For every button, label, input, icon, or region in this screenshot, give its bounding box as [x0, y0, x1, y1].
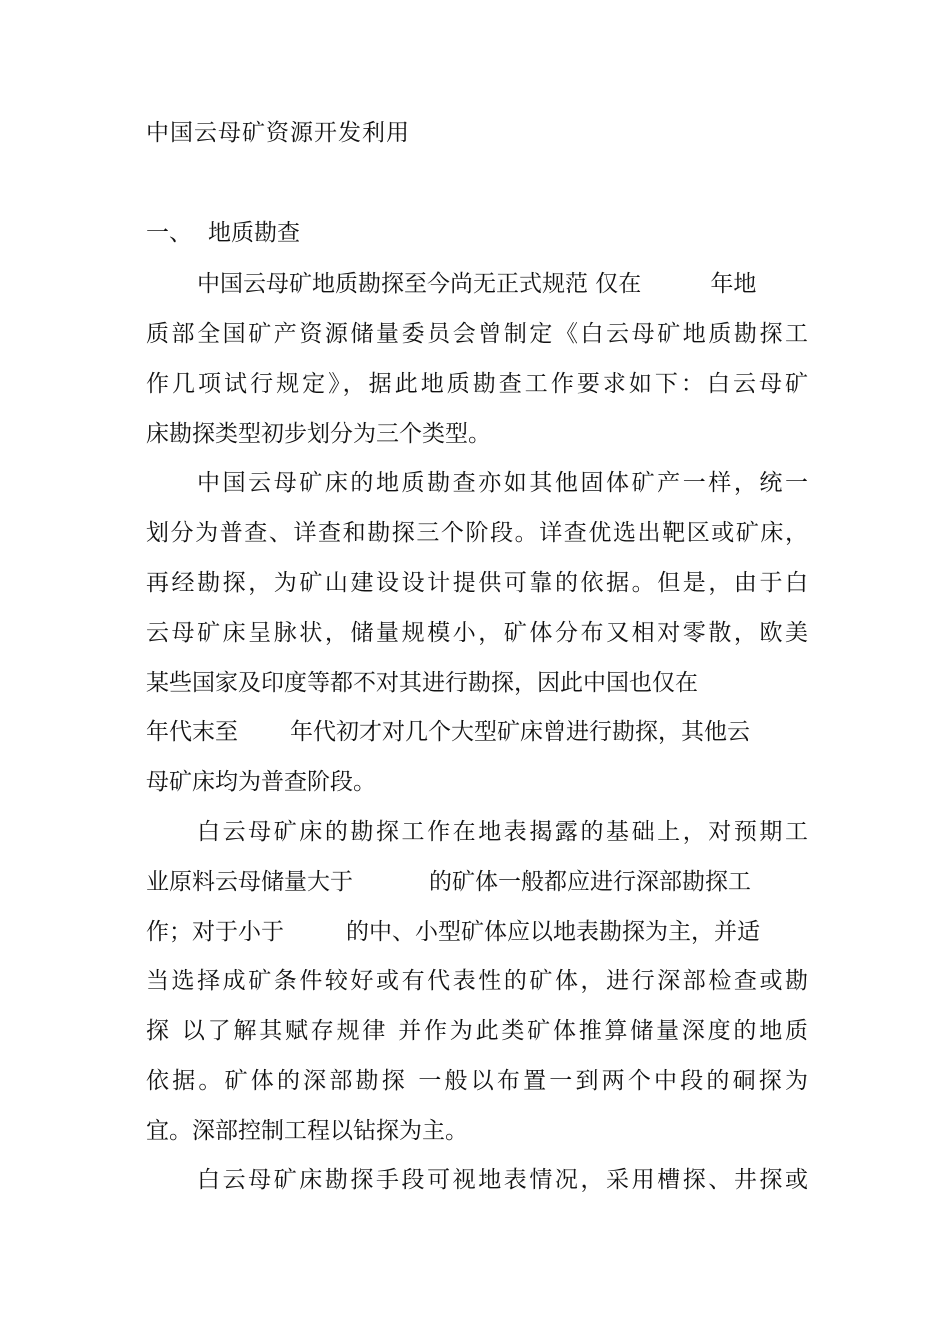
line-text-part: 年代末至	[146, 719, 238, 745]
line-text-part: 中国云母矿地质勘探至今尚无正式规范 仅在	[197, 271, 642, 297]
paragraph-line: 母矿床均为普查阶段。	[146, 769, 376, 795]
paragraph-line	[197, 267, 808, 301]
line-text-part: 年代初才对几个大型矿床曾进行勘探，其他云	[290, 719, 750, 745]
paragraph-line: 探 以了解其赋存规律 并作为此类矿体推算储量深度的地质	[146, 1018, 808, 1044]
paragraph-line	[146, 715, 808, 749]
paragraph-line: 中国云母矿床的地质勘查亦如其他固体矿产一样，统一	[197, 470, 808, 496]
section-number: 一、	[146, 220, 192, 246]
line-text-part: 的矿体一般都应进行深部勘探工	[429, 869, 751, 895]
paragraph-line: 宜。深部控制工程以钻探为主。	[146, 1118, 468, 1144]
paragraph-line	[146, 915, 808, 949]
line-text-part: 年地	[710, 271, 757, 297]
section-heading	[146, 216, 300, 250]
paragraph-line: 作几项试行规定》，据此地质勘查工作要求如下：白云母矿	[146, 371, 808, 397]
paragraph-line: 白云母矿床的勘探工作在地表揭露的基础上，对预期工	[197, 819, 808, 845]
line-text-part: 业原料云母储量大于	[146, 869, 353, 895]
paragraph-line: 某些国家及印度等都不对其进行勘探，因此中国也仅在	[146, 670, 698, 696]
paragraph-line: 床勘探类型初步划分为三个类型。	[146, 421, 491, 447]
paragraph-line: 白云母矿床勘探手段可视地表情况，采用槽探、井探或	[197, 1167, 808, 1193]
paragraph-line: 再经勘探，为矿山建设设计提供可靠的依据。但是，由于白	[146, 570, 808, 596]
paragraph-line: 依据。矿体的深部勘探 一般以布置一到两个中段的硐探为	[146, 1068, 808, 1094]
document-title: 中国云母矿资源开发利用	[146, 120, 410, 146]
section-heading-text: 地质勘查	[208, 220, 300, 246]
paragraph-line: 质部全国矿产资源储量委员会曾制定《白云母矿地质勘探工	[146, 321, 808, 347]
line-text-part: 的中、小型矿体应以地表勘探为主，并适	[346, 919, 760, 945]
paragraph-line: 划分为普查、详查和勘探三个阶段。详查优选出靶区或矿床，	[146, 520, 808, 546]
paragraph-line	[146, 865, 808, 899]
paragraph-line: 云母矿床呈脉状，储量规模小，矿体分布又相对零散，欧美	[146, 620, 808, 646]
line-text-part: 作；对于小于	[146, 919, 284, 945]
paragraph-line: 当选择成矿条件较好或有代表性的矿体，进行深部检查或勘	[146, 968, 808, 994]
